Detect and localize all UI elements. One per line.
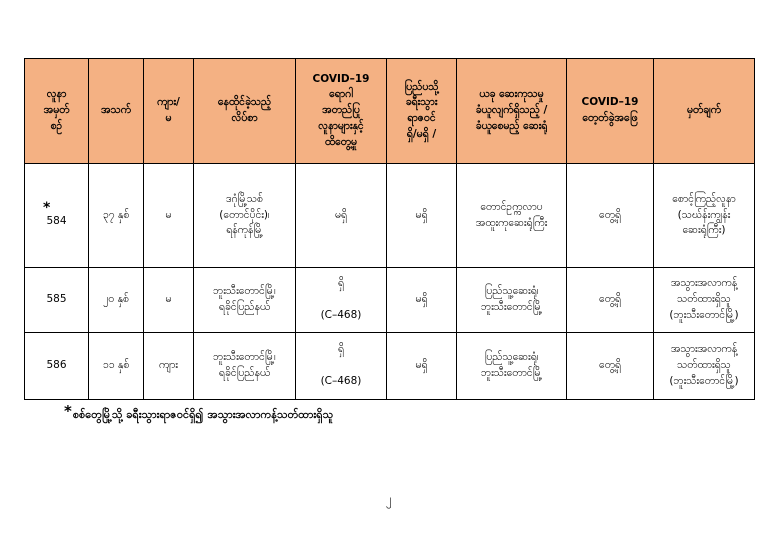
header-hospital: ယခု ဆေးကုသမှု ခံယူလျက်ရှိသည့် / ခံယူစေမည့် ဆေးရုံ (457, 59, 567, 164)
header-case-no: လူနာ အမှတ် စဉ် (25, 59, 89, 164)
header-contact: COVID–19 ရောဂါ အတည်ပြု လူနာများနှင့် ထိတွေ့မှု (296, 59, 387, 164)
covid-case-table (24, 58, 755, 400)
case-number: 584 (46, 214, 67, 227)
case-number-cell: 585 (25, 268, 89, 333)
travel-cell: မရှိ (387, 333, 457, 400)
footnote (64, 404, 333, 424)
hospital-cell: ပြည်သူ့ဆေးရုံ၊ ဘူးသီးတောင်မြို့ (457, 268, 567, 333)
hospital-cell: ပြည်သူ့ဆေးရုံ၊ ဘူးသီးတောင်မြို့ (457, 333, 567, 400)
age-cell: ၁၁ နှစ် (89, 333, 144, 400)
contact-cell: ရှိ (C–468) (296, 333, 387, 400)
travel-cell: မရှိ (387, 164, 457, 268)
remark-cell: အသွားအလာကန့် သတ်ထားရှိသူ (ဘူးသီးတောင်မြို့) (654, 268, 755, 333)
table-row (25, 333, 755, 400)
travel-cell: မရှိ (387, 268, 457, 333)
remark-cell: စောင့်ကြည့်လူနာ (သဃ်န်းကျွန်း ဆေးရုံကြီး) (654, 164, 755, 268)
table-header-row (25, 59, 755, 164)
age-cell: ၂၀ နှစ် (89, 268, 144, 333)
page-number: ၂ (386, 492, 392, 506)
sex-cell: ကျား (144, 333, 194, 400)
result-cell: တွေ့ရှိ (567, 268, 654, 333)
footnote-asterisk: * (64, 402, 72, 420)
result-cell: တွေ့ရှိ (567, 333, 654, 400)
header-age: အသက် (89, 59, 144, 164)
contact-cell: ရှိ (C–468) (296, 268, 387, 333)
address-cell: ဘူးသီးတောင်မြို့၊ ရခိုင်ပြည်နယ် (194, 268, 296, 333)
sex-cell: မ (144, 164, 194, 268)
case-number-cell: 586 (25, 333, 89, 400)
asterisk-mark: * (43, 200, 51, 216)
contact-cell: မရှိ (296, 164, 387, 268)
header-address: နေထိုင်ခဲ့သည့် လိပ်စာ (194, 59, 296, 164)
address-cell: ဒဂုံမြို့သစ် (တောင်ပိုင်း)၊ ရန်ကုန်မြို့ (194, 164, 296, 268)
header-remark: မှတ်ချက် (654, 59, 755, 164)
result-cell: တွေ့ရှိ (567, 164, 654, 268)
remark-cell: အသွားအလာကန့် သတ်ထားရှိသူ (ဘူးသီးတောင်မြို့) (654, 333, 755, 400)
footnote-text: စစ်တွေမြို့သို့ ခရီးသွားရာဇဝင်ရှိ၍ အသွားအလာကန့်သတ်ထားရှိသူ (72, 408, 334, 421)
address-cell: ဘူးသီးတောင်မြို့၊ ရခိုင်ပြည်နယ် (194, 333, 296, 400)
age-cell: ၃၇ နှစ် (89, 164, 144, 268)
header-sex: ကျား/ မ (144, 59, 194, 164)
header-travel: ပြည်ပသို့ ခရီးသွား ရာဇဝင် ရှိ/မရှိ / (387, 59, 457, 164)
header-result: COVID–19 တေ့တ်ခွဲအဖြေ (567, 59, 654, 164)
table-row (25, 268, 755, 333)
hospital-cell: တောင်ဥက္ကလာပ အထူးကုဆေးရုံကြီး (457, 164, 567, 268)
case-number-cell (25, 164, 89, 268)
table-row (25, 164, 755, 268)
sex-cell: မ (144, 268, 194, 333)
